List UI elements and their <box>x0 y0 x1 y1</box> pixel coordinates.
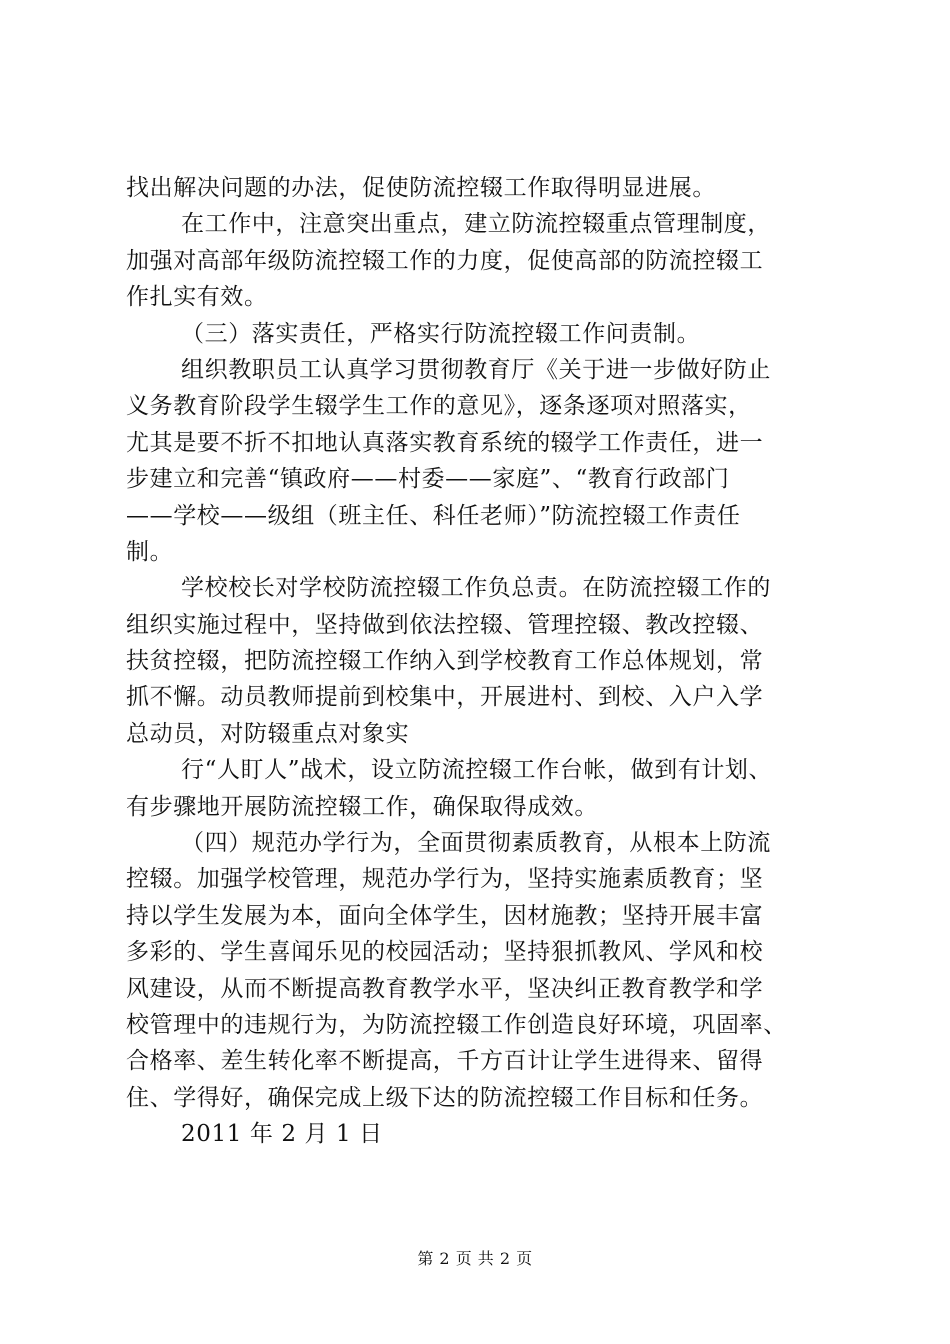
text-line: 2011 年 2 月 1 日 <box>181 1121 383 1148</box>
text-line: 组织教职员工认真学习贯彻教育厅《关于进一步做好防止 <box>181 356 771 383</box>
text-line: 组织实施过程中，坚持做到依法控辍、管理控辍、教改控辍、 <box>126 611 764 638</box>
text-line: 加强对高部年级防流控辍工作的力度，促使高部的防流控辍工 <box>126 247 764 274</box>
text-line: 住、学得好，确保完成上级下达的防流控辍工作目标和任务。 <box>126 1084 764 1111</box>
text-line: （四）规范办学行为，全面贯彻素质教育，从根本上防流 <box>181 830 771 857</box>
text-line: 在工作中，注意突出重点，建立防流控辍重点管理制度， <box>181 211 771 238</box>
text-line: 校管理中的违规行为，为防流控辍工作创造良好环境，巩固率、 <box>126 1011 787 1038</box>
text-line: 控辍。加强学校管理，规范办学行为，坚持实施素质教育；坚 <box>126 866 764 893</box>
text-line: 义务教育阶段学生辍学生工作的意见》，逐条逐项对照落实， <box>126 393 752 420</box>
document-body <box>126 170 856 1153</box>
text-line: 扶贫控辍，把防流控辍工作纳入到学校教育工作总体规划，常 <box>126 648 764 675</box>
text-line: （三）落实责任，严格实行防流控辍工作问责制。 <box>181 320 701 347</box>
text-line: ——学校——级组（班主任、科任老师）”防流控辍工作责任 <box>126 502 741 529</box>
page-footer: 第 2 页 共 2 页 <box>417 1249 533 1268</box>
text-line: 尤其是要不折不扣地认真落实教育系统的辍学工作责任，进一 <box>126 429 764 456</box>
text-line: 抓不懈。动员教师提前到校集中，开展进村、到校、入户入学 <box>126 684 764 711</box>
text-line: 作扎实有效。 <box>126 284 268 311</box>
text-line: 持以学生发展为本，面向全体学生，因材施教；坚持开展丰富 <box>126 902 764 929</box>
text-line: 总动员，对防辍重点对象实 <box>126 720 410 747</box>
text-line: 合格率、差生转化率不断提高，千方百计让学生进得来、留得 <box>126 1048 764 1075</box>
text-line: 找出解决问题的办法，促使防流控辍工作取得明显进展。 <box>126 175 716 201</box>
text-line: 步建立和完善“镇政府——村委——家庭”、“教育行政部门 <box>126 466 730 493</box>
text-line: 多彩的、学生喜闻乐见的校园活动；坚持狠抓教风、学风和校 <box>126 939 764 966</box>
text-line: 有步骤地开展防流控辍工作，确保取得成效。 <box>126 793 598 820</box>
text-line: 行“人盯人”战术，设立防流控辍工作台帐，做到有计划、 <box>181 757 773 784</box>
text-line: 风建设，从而不断提高教育教学水平，坚决纠正教育教学和学 <box>126 975 764 1002</box>
text-line: 学校校长对学校防流控辍工作负总责。在防流控辍工作的 <box>181 575 771 602</box>
text-line: 制。 <box>126 538 174 565</box>
